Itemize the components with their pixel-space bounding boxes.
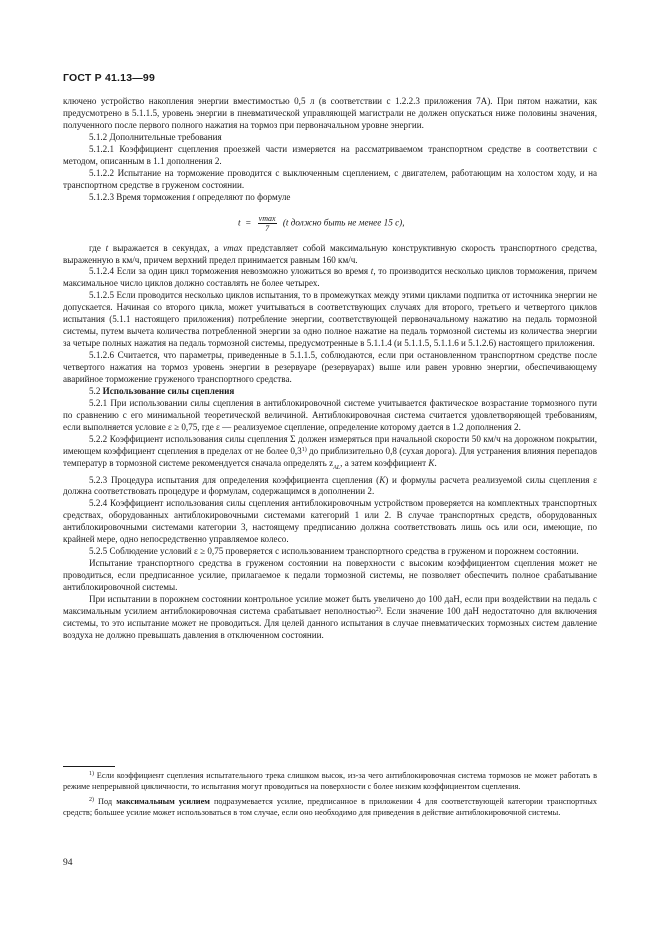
paragraph-continuation: ключено устройство накопления энергии вместимостью 0,5 л (в соответствии с 1.2.2.3 приложения 7А). При пятом нажатии, как предусмотрено в 5.1.1.5, уровень энергии в пневматической управляющей магистрали не должен опускаться ниже половины значения, полученного после первого полного нажатия на тормоз при первоначальном уровне энергии. bbox=[63, 96, 597, 130]
section-heading-5-1-2: 5.1.2 Дополнительные требования bbox=[89, 131, 222, 142]
paragraph-5-1-2-5: 5.1.2.5 Если проводится несколько циклов испытания, то в промежутках между этими циклами подпитка от источника энергии не допускается. Начиная со второго цикла, может учитываться в соответствующих случаях для второго, третьего и четвертого циклов испытания (5.1.1 настоящего приложения) потребление энергии, соответствующей первоначальному нажатию на педаль тормозной системы, путем вычета количества потребленной энергии за одно полное нажатие на педаль тормозной системы из количества энергии за четыре полных нажатия на педаль тормозной системы, предусмотренные в 5.1.1.4 (и 5.1.1.5, 5.1.1.6 и 5.1.2.6) настоящего приложения. bbox=[63, 290, 597, 349]
formula-denominator: 7 bbox=[265, 223, 270, 233]
footnote-ref-2[interactable]: 2) bbox=[375, 606, 381, 613]
footnote-1: $^{1)}$ Если коэффициент сцепления испытательного трека слишком высок, из-за чего антиблокировочная система тормозов не может работать в режиме непрерывной цикличности, то испытания могут проводиться на поверхности с более низким коэффициентом сцепления. bbox=[63, 771, 597, 792]
formula-numerator: vmax bbox=[258, 213, 276, 223]
paragraph-5-1-2-1: 5.1.2.1 Коэффициент сцепления проезжей части измеряется на рассматриваемом транспортном средстве в соответствии с методом, описанным в 1.1 дополнения 2. bbox=[63, 143, 597, 166]
formula-fraction bbox=[258, 214, 277, 233]
footnote-ref-1[interactable]: 1) bbox=[301, 446, 307, 453]
paragraph-5-2-5: 5.2.5 Соблюдение условий ε ≥ 0,75 проверяется с использованием транспортного средства в груженом и порожнем состоянии. bbox=[89, 546, 579, 557]
paragraph-formula-explanation: где t выражается в секундах, а vmax представляет собой максимальную конструктивную скорость транспортного средства, выраженную в км/ч, причем верхний предел принимается равным 160 км/ч. bbox=[63, 242, 598, 265]
footnote-separator bbox=[63, 766, 115, 767]
paragraph-unloaded-test: При испытании в порожнем состоянии контрольное усилие может быть увеличено до 100 даН, если при воздействии на педаль с максимальным усилием антиблокировочная система срабатывает неполностью$^{2)}$. Если значение 100 даН недостаточно для включения системы, то это испытание может не проводиться. Для целей данного испытания в случае пневматических тормозных систем давление воздуха не должно превышать давления в отключенном состоянии. bbox=[63, 594, 597, 640]
paragraph-loaded-test: Испытание транспортного средства в груженом состоянии на поверхности с высоким коэффициентом сцепления может не проводиться, если предписанное усилие, прилагаемое к педали тормозной системы, не позволяет обеспечить полное срабатывание антиблокировочной системы. bbox=[63, 558, 597, 593]
section-heading-5-2: 5.2 Использование силы сцепления bbox=[89, 386, 235, 397]
formula-lhs: t bbox=[238, 217, 241, 228]
footnotes bbox=[63, 770, 597, 819]
paragraph-5-1-2-6: 5.1.2.6 Считается, что параметры, приведенные в 5.1.1.5, соблюдаются, если при остановленном транспортном средстве после четвертого нажатия на тормоз уровень энергии в резервуаре (резервуарах) выше или равен уровню энергии, обеспечивающему аварийное торможение груженого транспортного средства. bbox=[63, 350, 597, 385]
paragraph-5-1-2-3: 5.1.2.3 Время торможения t определяют по формуле bbox=[89, 191, 291, 202]
paragraph-5-2-4: 5.2.4 Коэффициент использования силы сцепления антиблокировочным устройством проверяется на комплектных транспортных средствах, оборудованных антиблокировочными системами категорий 1 или 2. В случае транспортных средств, оборудованных антиблокировочными системами категории 3, настоящему предписанию должна соответствовать лишь ось или оси, имеющие, по крайней мере, одно непосредственно управляемое колесо. bbox=[63, 498, 597, 545]
paragraph-5-1-2-4: 5.1.2.4 Если за один цикл торможения невозможно уложиться во время t, то производится несколько циклов торможения, причем максимальное число циклов должно составлять не более четырех. bbox=[63, 266, 597, 289]
standard-header: ГОСТ Р 41.13—99 bbox=[63, 72, 156, 84]
braking-time-formula bbox=[63, 214, 597, 233]
body-text bbox=[63, 96, 597, 642]
footnote-2: $^{2)}$ Под максимальным усилием подразумевается усилие, предписанное в приложении 4 для соответствующей категории транспортных средств; большее усилие может использоваться в том случае, если оно необходимо для приведения в действие антиблокировочной системы. bbox=[63, 796, 598, 818]
paragraph-5-2-3: 5.2.3 Процедура испытания для определения коэффициента сцепления (K) и формулы расчета реализуемой силы сцепления ε должна соответствовать процедуре и формулам, содержащимся в дополнении 2. bbox=[63, 474, 597, 497]
formula-condition: (t должно быть не менее 15 с), bbox=[282, 217, 405, 228]
formula-equals: = bbox=[245, 217, 252, 228]
paragraph-5-2-1: 5.2.1 При использовании силы сцепления в антиблокировочной системе учитывается фактическое возрастание тормозного пути по сравнению с его минимальной теоретической величиной. Антиблокировочная система считается удовлетворяющей требованиям, если выполняется условие ε ≥ 0,75, где ε — реализуемое сцепление, определение которому дается в 1.2 дополнения 2. bbox=[63, 397, 597, 432]
paragraph-5-2-2: 5.2.2 Коэффициент использования силы сцепления Σ должен измеряться при начальной скорости 50 км/ч на дорожном покрытии, имеющем коэффициент сцепления в пределах от не более 0,3$^{1)}$ до приблизительно 0,8 (сухая дорога). Для устранения влияния перепадов температур в тормозной системе рекомендуется сначала определять $z_{AL}$, а затем коэффициент K. bbox=[63, 433, 597, 471]
page-number: 94 bbox=[63, 858, 73, 868]
paragraph-5-1-2-2: 5.1.2.2 Испытание на торможение проводится с выключенным сцеплением, с двигателем, работающим на холостом ходу, и на транспортном средстве в груженом состоянии. bbox=[63, 167, 597, 190]
